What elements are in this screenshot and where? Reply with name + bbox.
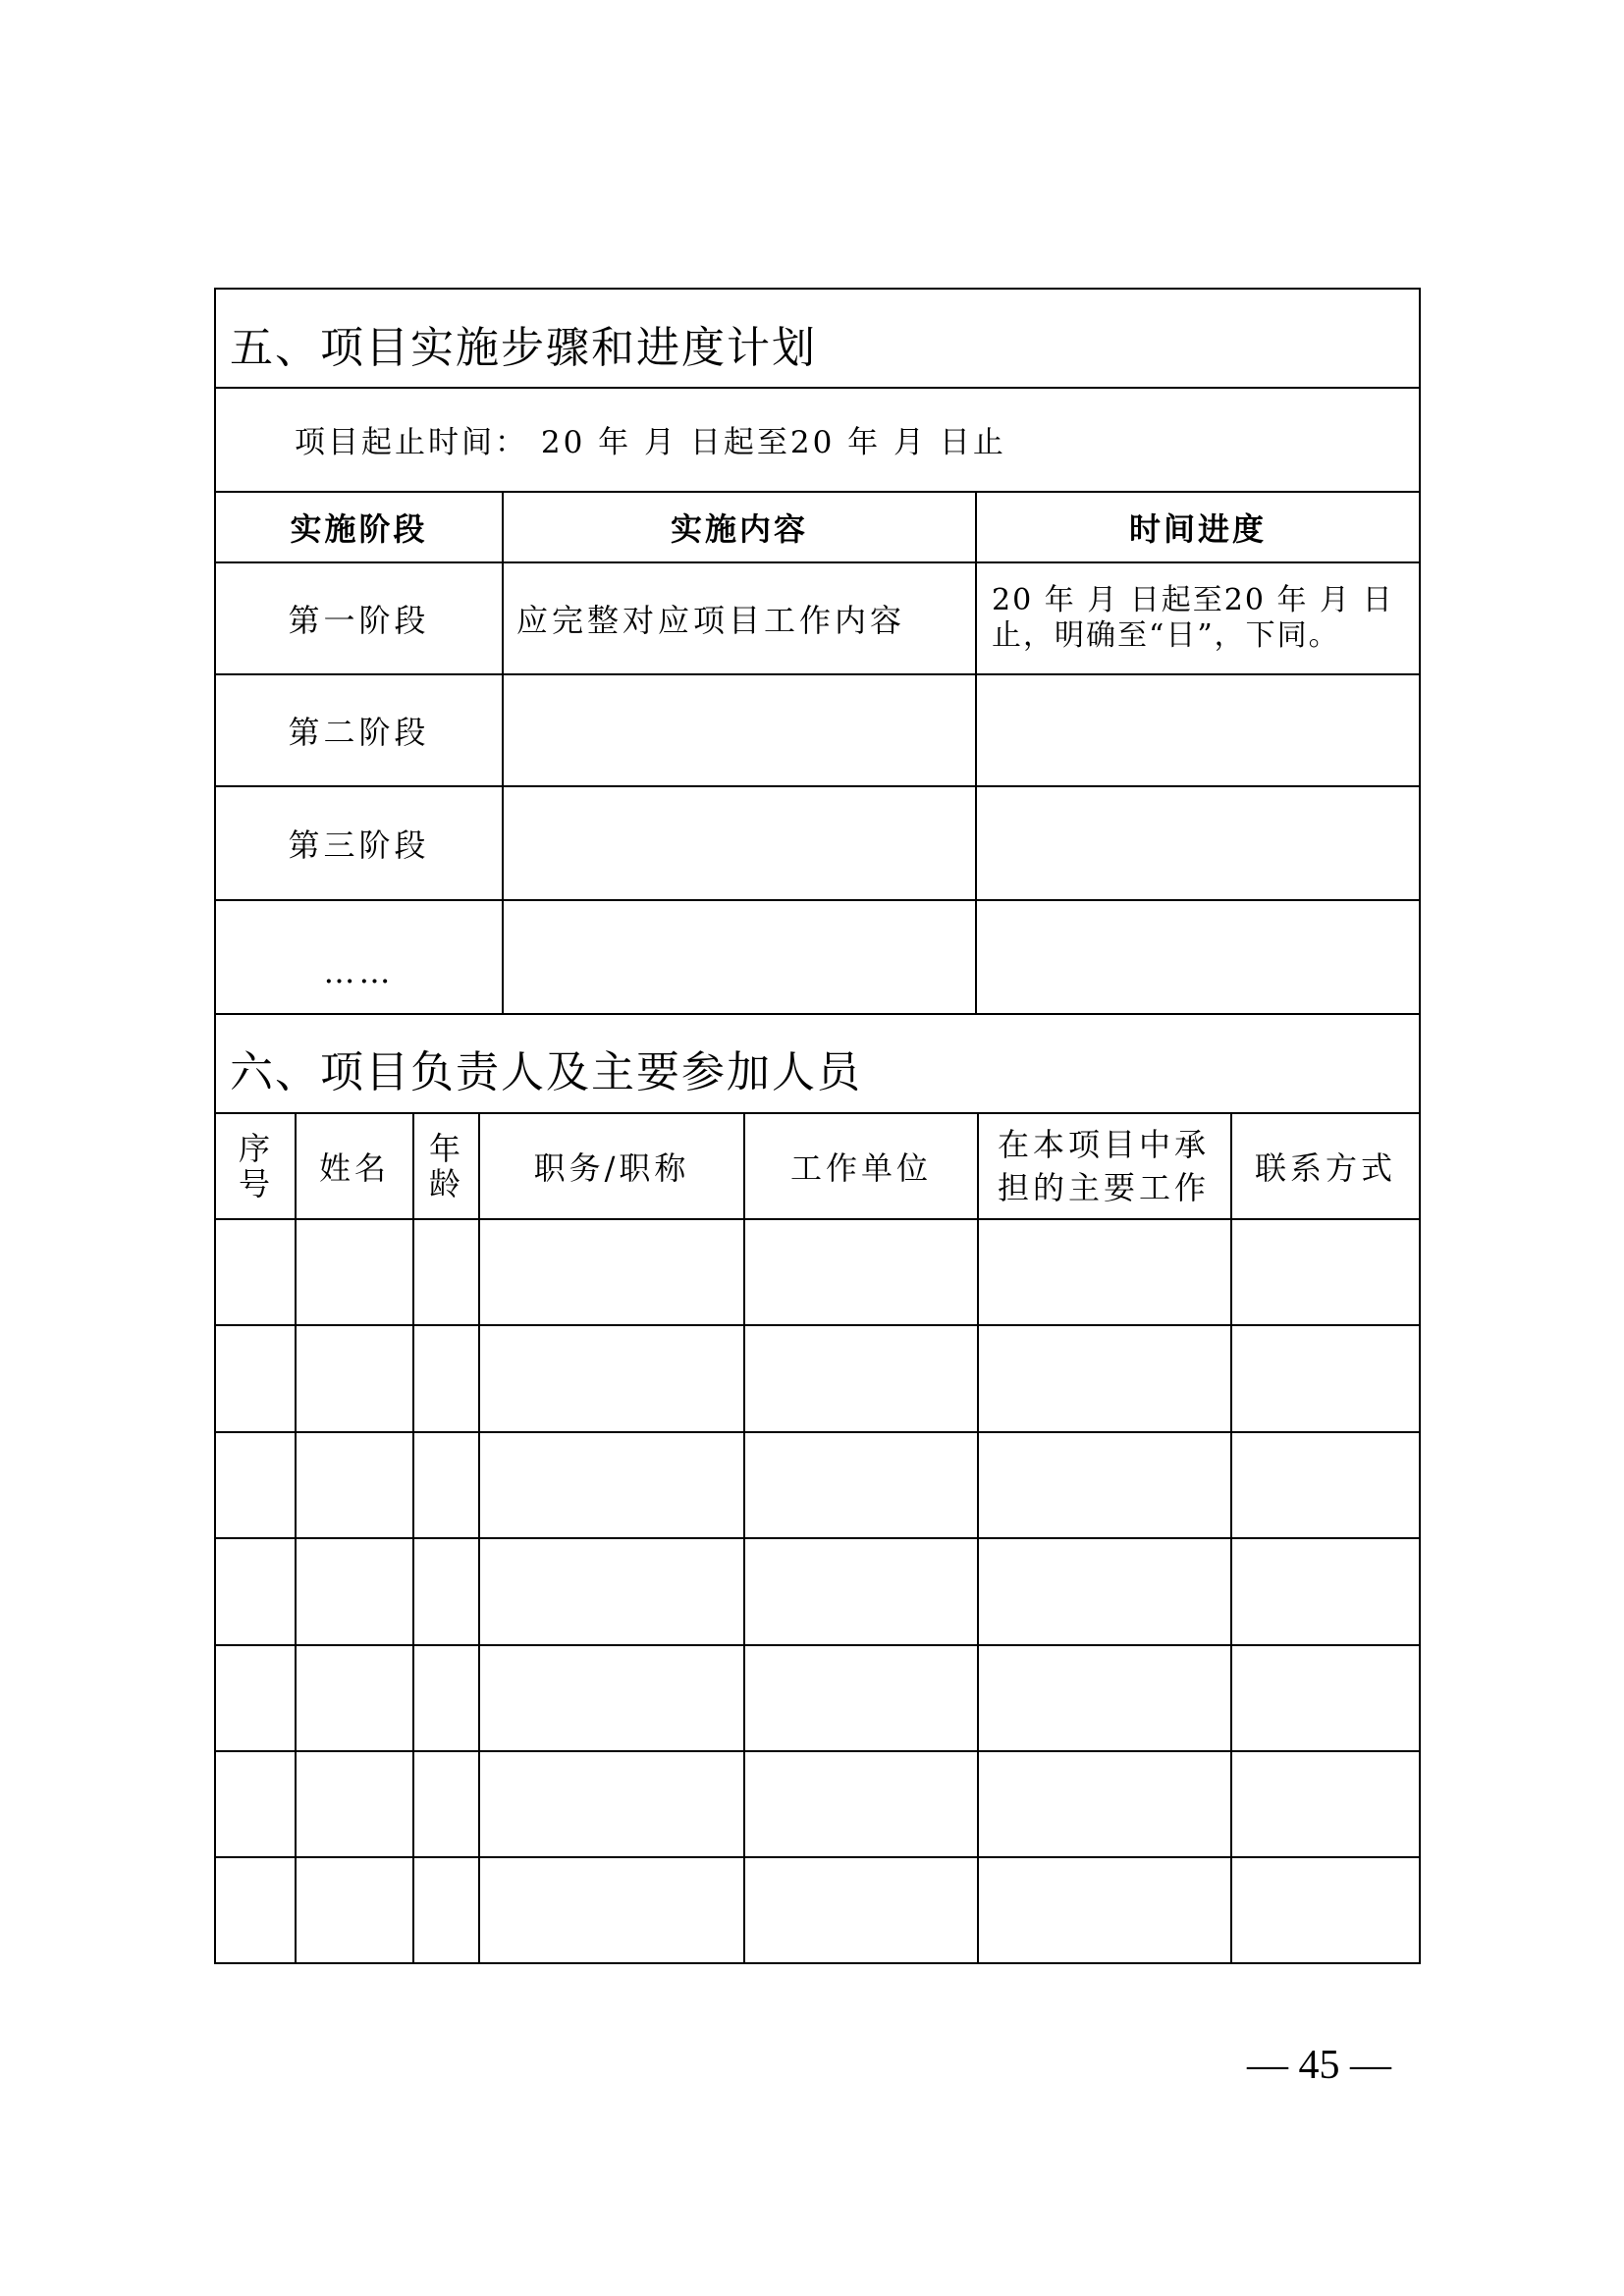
header-title: 职务/职称 — [533, 1149, 690, 1187]
section6-title: 六、项目负责人及主要参加人员 — [230, 1047, 862, 1097]
table-row-divider — [214, 1856, 1421, 1858]
content-cell — [516, 675, 975, 785]
header-stage: 实施阶段 — [290, 510, 428, 548]
header-schedule: 时间进度 — [1128, 510, 1267, 548]
schedule-cell: 20 年 月 日起至20 年 月 日止，明确至“日”，下同。 — [992, 583, 1394, 653]
header-employer: 工作单位 — [789, 1149, 932, 1187]
table-row-divider — [214, 1644, 1421, 1646]
header-age: 年龄 — [428, 1130, 460, 1202]
content-cell: 应完整对应项目工作内容 — [516, 602, 906, 639]
header-main-work: 在本项目中承担的主要工作 — [997, 1126, 1210, 1206]
section5-title: 五、项目实施步骤和进度计划 — [230, 323, 817, 373]
stage-cell: 第二阶段 — [288, 714, 430, 751]
column-divider — [975, 491, 977, 1013]
schedule-cell — [992, 675, 1409, 785]
schedule-cell — [992, 787, 1409, 899]
divider — [214, 1218, 1421, 1220]
divider — [214, 1013, 1421, 1015]
page-number: — 45 — — [1247, 2043, 1391, 2088]
stage-cell: 第三阶段 — [288, 827, 430, 864]
content-cell — [516, 787, 975, 899]
project-period-line: 项目起止时间： 20 年 月 日起至20 年 月 日止 — [295, 424, 1006, 460]
table-row-divider — [214, 1537, 1421, 1539]
stage-cell: …… — [323, 953, 395, 990]
content-cell — [516, 901, 975, 1013]
header-contact: 联系方式 — [1254, 1149, 1396, 1187]
header-content: 实施内容 — [670, 510, 808, 548]
header-name: 姓名 — [318, 1149, 390, 1187]
table-row-divider — [214, 1750, 1421, 1752]
schedule-cell — [992, 901, 1409, 1013]
table-row-divider — [214, 1431, 1421, 1433]
stage-cell: 第一阶段 — [288, 602, 430, 639]
column-divider — [502, 491, 504, 1013]
header-serial-number: 序号 — [238, 1130, 270, 1202]
table-row-divider — [214, 1324, 1421, 1326]
